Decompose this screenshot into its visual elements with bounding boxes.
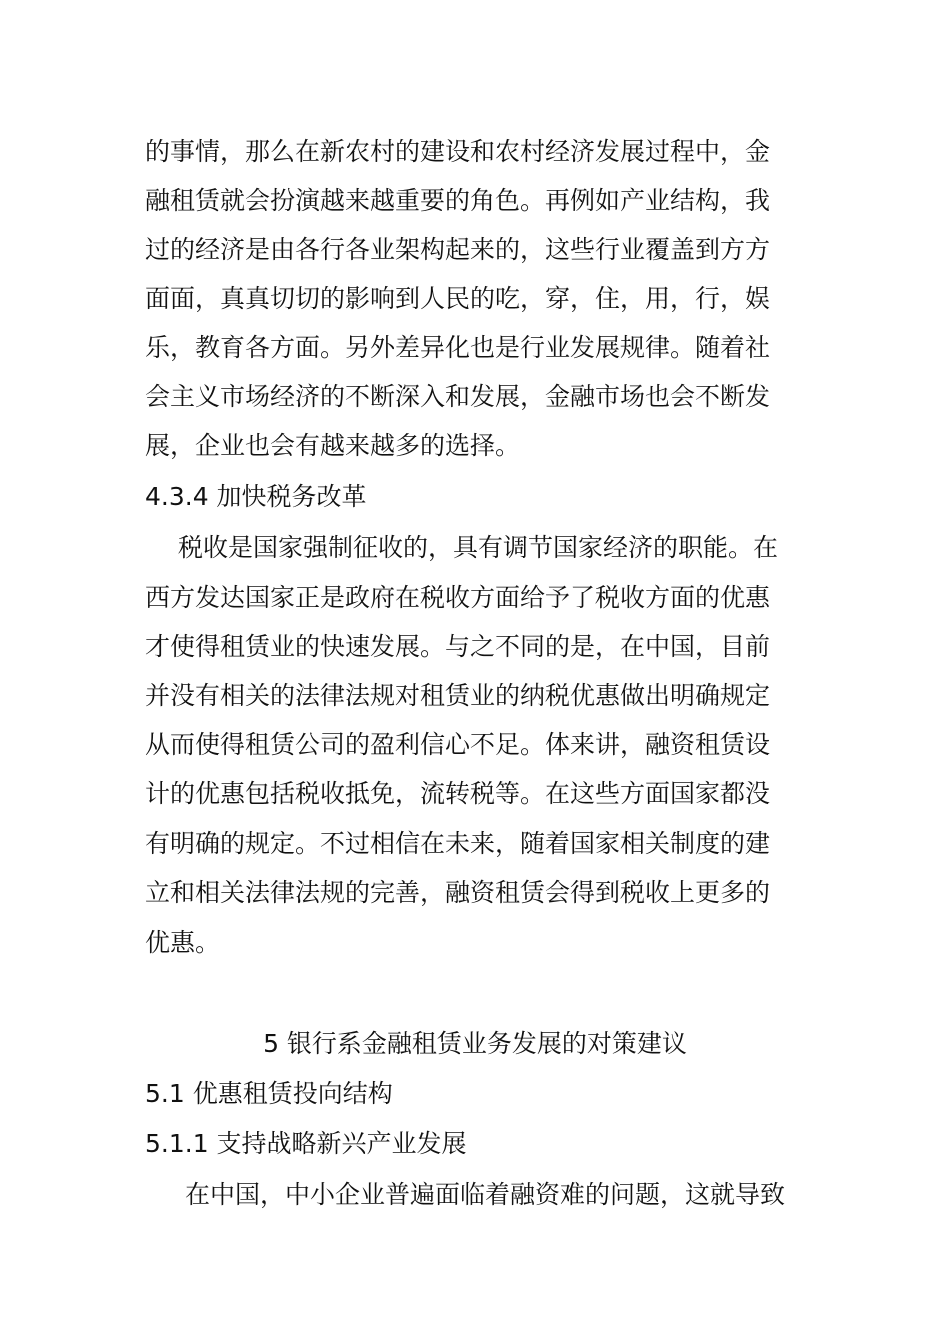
section-heading-4-3-4: 4.3.4 加快税务改革: [145, 482, 367, 511]
text-line: 税收是国家强制征收的，具有调节国家经济的职能。在: [178, 533, 779, 562]
text-line: 会主义市场经济的不断深入和发展，金融市场也会不断发: [145, 382, 771, 411]
text-line: 在中国，中小企业普遍面临着融资难的问题，这就导致: [185, 1180, 786, 1209]
section-heading-5-1: 5.1 优惠租赁投向结构: [145, 1079, 393, 1108]
section-heading-5-1-1: 5.1.1 支持战略新兴产业发展: [145, 1129, 467, 1158]
chapter-heading-5: 5 银行系金融租赁业务发展的对策建议: [263, 1029, 687, 1058]
text-line: 并没有相关的法律法规对租赁业的纳税优惠做出明确规定: [145, 681, 771, 710]
text-line: 融租赁就会扮演越来越重要的角色。再例如产业结构，我: [145, 186, 771, 215]
text-line: 有明确的规定。不过相信在未来，随着国家相关制度的建: [145, 829, 771, 858]
text-line: 面面，真真切切的影响到人民的吃，穿，住，用，行，娱: [145, 284, 771, 313]
text-line: 西方发达国家正是政府在税收方面给予了税收方面的优惠: [145, 583, 771, 612]
text-line: 过的经济是由各行各业架构起来的，这些行业覆盖到方方: [145, 235, 771, 264]
text-line: 展，企业也会有越来越多的选择。: [145, 431, 521, 460]
text-line: 才使得租赁业的快速发展。与之不同的是，在中国，目前: [145, 632, 771, 661]
text-line: 优惠。: [145, 928, 221, 957]
text-line: 乐，教育各方面。另外差异化也是行业发展规律。随着社: [145, 333, 771, 362]
text-line: 立和相关法律法规的完善，融资租赁会得到税收上更多的: [145, 878, 771, 907]
text-line: 的事情，那么在新农村的建设和农村经济发展过程中，金: [145, 137, 771, 166]
text-line: 计的优惠包括税收抵免，流转税等。在这些方面国家都没: [145, 779, 771, 808]
text-line: 从而使得租赁公司的盈利信心不足。体来讲，融资租赁设: [145, 730, 771, 759]
